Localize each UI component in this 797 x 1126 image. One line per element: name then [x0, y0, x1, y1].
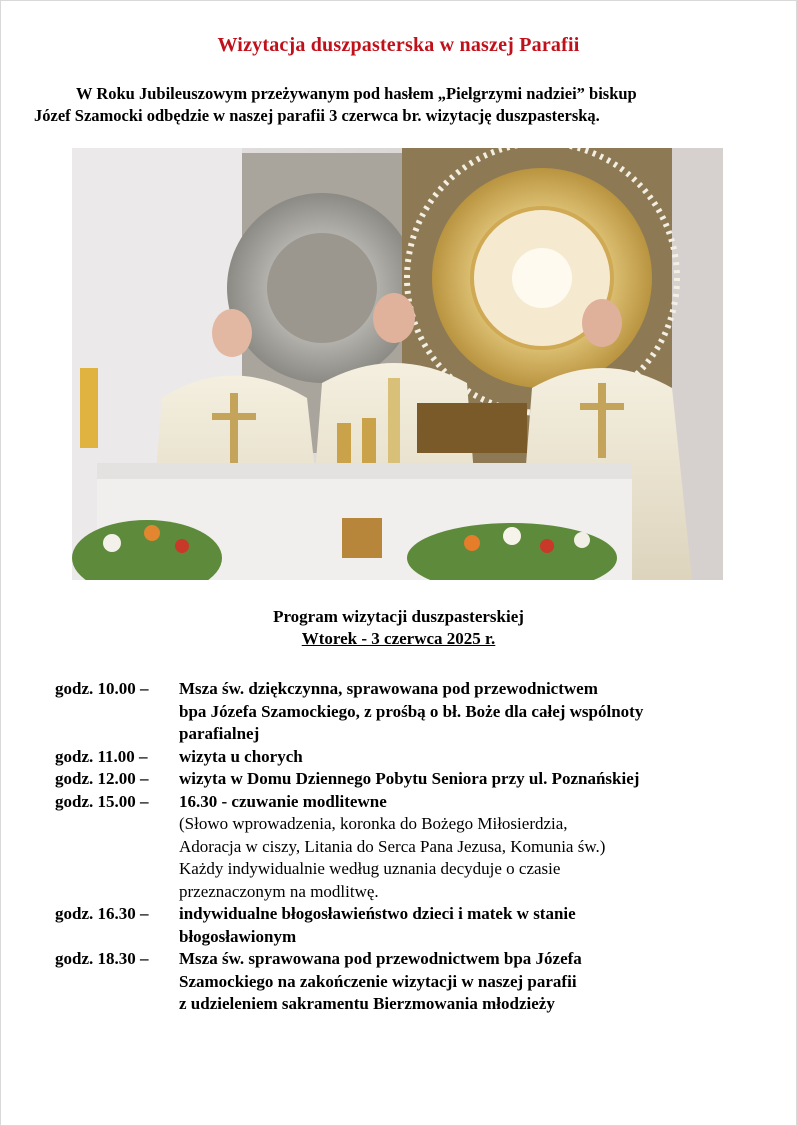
schedule-time: godz. 11.00 – — [55, 746, 148, 766]
schedule-text: błogosławionym — [179, 926, 297, 946]
schedule-item — [55, 791, 775, 904]
schedule-item — [55, 903, 775, 948]
schedule-text: indywidualne błogosławieństwo dzieci i matek w stanie — [179, 904, 576, 923]
schedule-time: godz. 16.30 – — [55, 904, 149, 923]
mass-photo — [72, 148, 723, 580]
schedule-detail: Adoracja w ciszy, Litania do Serca Pana Jezusa, Komunia św.) — [179, 836, 606, 856]
intro-paragraph — [34, 83, 764, 127]
schedule-item — [55, 678, 775, 746]
schedule-item — [55, 746, 775, 769]
schedule-detail: Każdy indywidualnie według uznania decyduje o czasie — [179, 859, 561, 878]
program-heading: Program wizytacji duszpasterskiej — [273, 607, 524, 626]
schedule-detail: przeznaczonym na modlitwę. — [179, 881, 379, 901]
schedule-text: 16.30 - czuwanie modlitewne — [179, 791, 387, 811]
schedule-text: bpa Józefa Szamockiego, z prośbą o bł. Boże dla całej wspólnoty — [179, 701, 644, 721]
intro-line-1: W Roku Jubileuszowym przeżywanym pod hasłem „Pielgrzymi nadziei” biskup — [76, 84, 637, 103]
schedule-item — [55, 948, 775, 1016]
schedule-detail: (Słowo wprowadzenia, koronka do Bożego Miłosierdzia, — [179, 814, 568, 833]
schedule-text: wizyta u chorych — [179, 746, 303, 766]
schedule-text: Msza św. dziękczynna, sprawowana pod przewodnictwem — [179, 679, 598, 698]
schedule-text: Szamockiego na zakończenie wizytacji w naszej parafii — [179, 971, 577, 991]
schedule-text: parafialnej — [179, 724, 260, 743]
program-title — [0, 606, 797, 650]
schedule-text: Msza św. sprawowana pod przewodnictwem bpa Józefa — [179, 949, 582, 968]
schedule-time: godz. 15.00 – — [55, 791, 149, 811]
schedule-time: godz. 10.00 – — [55, 679, 149, 698]
schedule-text: z udzieleniem sakramentu Bierzmowania młodzieży — [179, 994, 555, 1013]
document-title: Wizytacja duszpasterska w naszej Parafii — [217, 34, 580, 56]
schedule-time: godz. 18.30 – — [55, 949, 149, 968]
schedule-text: wizyta w Domu Dziennego Pobytu Seniora przy ul. Poznańskiej — [179, 769, 640, 788]
intro-line-2: Józef Szamocki odbędzie w naszej parafii 3 czerwca br. wizytację duszpasterską. — [34, 106, 600, 125]
program-date: Wtorek - 3 czerwca 2025 r. — [301, 629, 496, 648]
schedule-list — [55, 678, 775, 1016]
schedule-item — [55, 768, 775, 791]
schedule-time: godz. 12.00 – — [55, 769, 149, 788]
